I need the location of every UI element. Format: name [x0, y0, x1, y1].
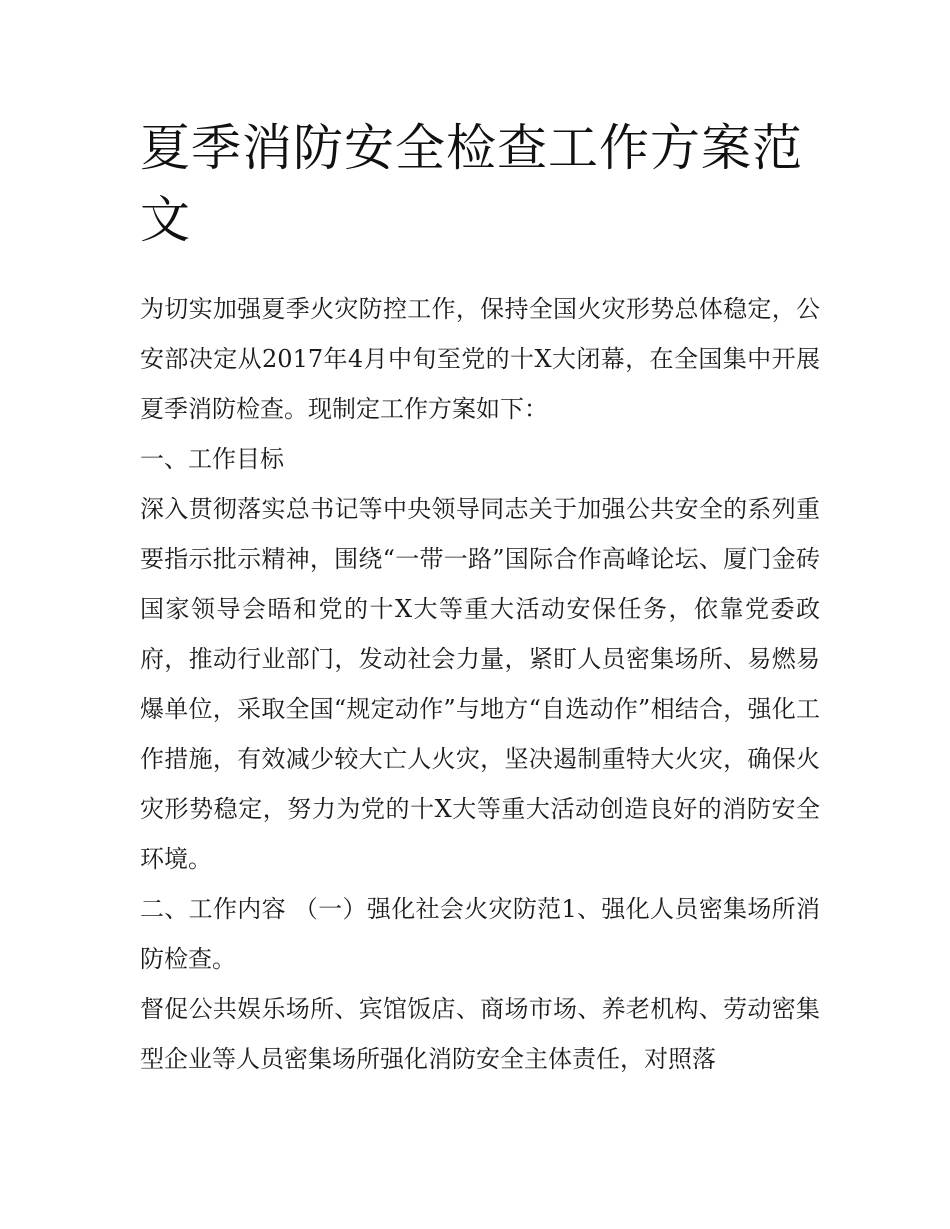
paragraph-work-goal: 深入贯彻落实总书记等中央领导同志关于加强公共安全的系列重要指示批示精神，围绕“一带一路”国际合作高峰论坛、厦门金砖国家领导会晤和党的十X大等重大活动安保任务，依靠党委政府，推动行业部门，发动社会力量，紧盯人员密集场所、易燃易爆单位，采取全国“规定动作”与地方“自选动作”相结合，强化工作措施，有效减少较大亡人火灾，坚决遏制重特大火灾，确保火灾形势稳定，努力为党的十X大等重大活动创造良好的消防安全环境。 [140, 495, 820, 873]
heading-work-content: 二、工作内容 （一）强化社会火灾防范1、强化人员密集场所消防检查。 [140, 895, 820, 973]
document-body [140, 284, 820, 1084]
heading-work-goal: 一、工作目标 [140, 445, 284, 473]
paragraph-work-content: 督促公共娱乐场所、宾馆饭店、商场市场、养老机构、劳动密集型企业等人员密集场所强化消防安全主体责任，对照落 [140, 995, 820, 1073]
document-title: 夏季消防安全检查工作方案范文 [140, 119, 803, 249]
paragraph-intro: 为切实加强夏季火灾防控工作，保持全国火灾形势总体稳定，公安部决定从2017年4月中旬至党的十X大闭幕，在全国集中开展夏季消防检查。现制定工作方案如下： [140, 295, 820, 423]
document-page [140, 112, 820, 1084]
